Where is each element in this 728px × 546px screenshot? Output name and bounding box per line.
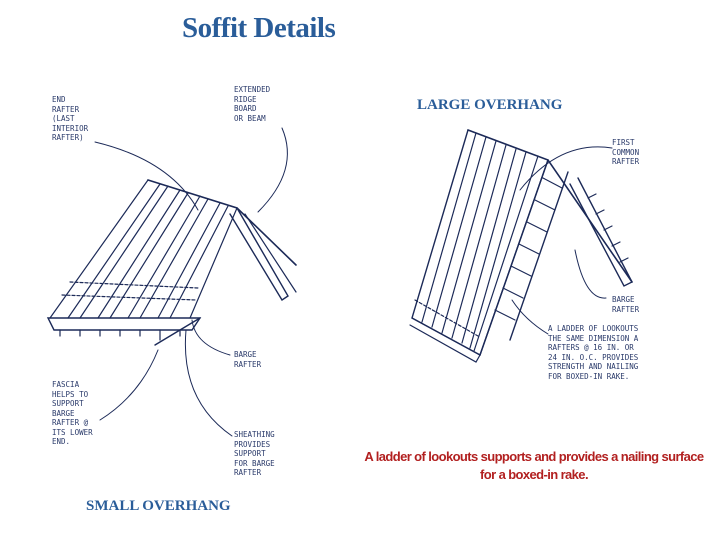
caption: A ladder of lookouts supports and provides a nailing surface for a boxed-in rake. <box>364 449 704 482</box>
label-first-common-rafter: FIRST COMMON RAFTER <box>612 138 640 166</box>
label-barge-rafter-large: BARGE RAFTER <box>612 295 640 314</box>
label-end-rafter: END RAFTER (LAST INTERIOR RAFTER) <box>52 95 89 142</box>
label-fascia: FASCIA HELPS TO SUPPORT BARGE RAFTER @ ITS LOWER END. <box>52 380 93 446</box>
label-extended-ridge: EXTENDED RIDGE BOARD OR BEAM <box>234 85 271 123</box>
label-sheathing: SHEATHING PROVIDES SUPPORT FOR BARGE RAFTER <box>234 430 275 477</box>
small-overhang-heading: SMALL OVERHANG <box>86 498 231 514</box>
large-overhang-heading: LARGE OVERHANG <box>417 97 563 113</box>
label-barge-rafter-small: BARGE RAFTER <box>234 350 262 369</box>
label-ladder-of-lookouts: A LADDER OF LOOKOUTS THE SAME DIMENSION A RAFTERS @ 16 IN. OR 24 IN. O.C. PROVIDES STRENGTH AND NAILING FOR BOXED-IN RAKE. <box>548 324 639 381</box>
page-title: Soffit Details <box>182 12 336 44</box>
